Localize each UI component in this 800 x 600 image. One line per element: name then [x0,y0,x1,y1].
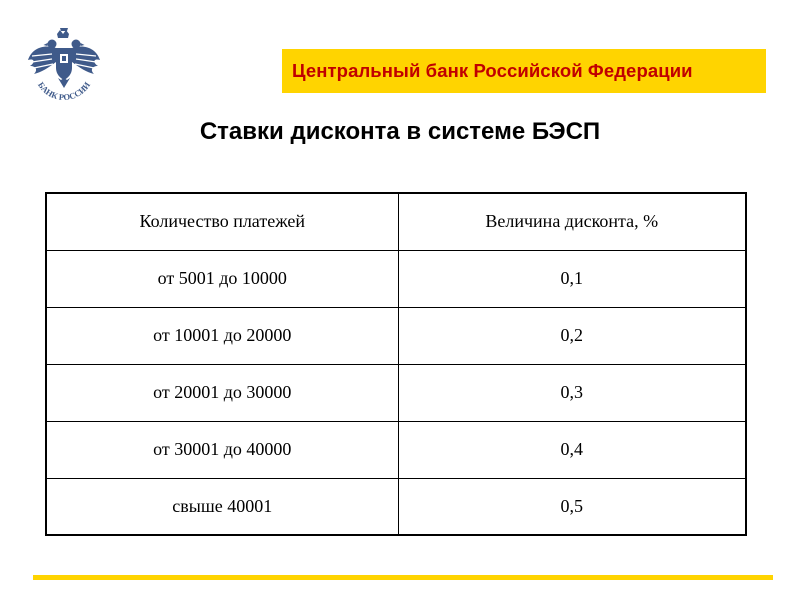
discount-cell: 0,5 [398,478,746,535]
table-header-row [46,193,746,250]
column-header-discount: Величина дисконта, % [398,193,746,250]
header-band [282,49,766,93]
payments-cell: от 20001 до 30000 [46,364,398,421]
column-header-payments: Количество платежей [46,193,398,250]
payments-cell: от 10001 до 20000 [46,307,398,364]
table-row [46,478,746,535]
organization-name: Центральный банк Российской Федерации [292,60,693,81]
payments-cell: свыше 40001 [46,478,398,535]
page-title: Ставки дисконта в системе БЭСП [199,118,601,145]
discount-cell: 0,1 [398,250,746,307]
table-row [46,250,746,307]
discount-cell: 0,4 [398,421,746,478]
logo-caption: БАНК РОССИИ [35,79,93,102]
table-row [46,364,746,421]
footer-divider [33,575,773,580]
discount-rates-table [45,192,747,536]
table-row [46,421,746,478]
table-row [46,307,746,364]
discount-cell: 0,3 [398,364,746,421]
bank-of-russia-logo [24,26,104,102]
payments-cell: от 5001 до 10000 [46,250,398,307]
payments-cell: от 30001 до 40000 [46,421,398,478]
double-headed-eagle-icon [24,26,104,102]
discount-cell: 0,2 [398,307,746,364]
